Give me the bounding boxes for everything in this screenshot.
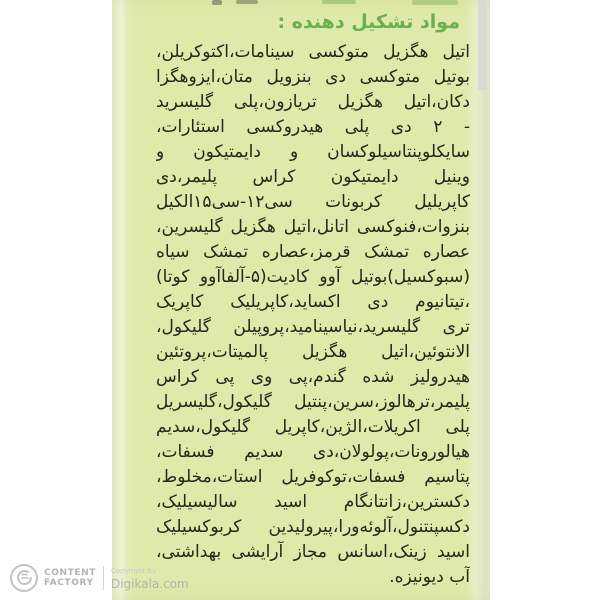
- product-label-photo: [112, 0, 490, 600]
- brand-line2: FACTORY: [44, 578, 94, 588]
- ingredients-line: دکسترین،زانتانگام اسید سالیسیلیک،: [156, 492, 470, 512]
- ingredients-heading: مواد تشکیل دهنده :: [277, 11, 460, 33]
- ingredients-line: اسید زینک،اسانس مجاز آرایشی بهداشتی،: [156, 542, 470, 562]
- ingredients-line: دکان،اتیل هگزیل تریازون،پلی گلیسرید: [156, 92, 470, 112]
- copyright-block: [111, 566, 189, 590]
- ingredients-line: هیدرولیز شده گندم،پی وی پی کراس: [156, 367, 470, 387]
- ingredients-line: (سبوکسیل)بوتیل آوو کادیت(۵-آلفاآوو کوتا): [156, 267, 470, 287]
- ingredients-line: ،تیتانیوم دی اکساید،کاپریلیک کاپریک: [156, 292, 470, 312]
- ingredients-line: آب دیونیزه.: [389, 567, 470, 587]
- ingredients-line: پلی اکریلات،الژین،کاپریل گلیکول،سدیم: [156, 417, 470, 437]
- ingredients-line: بنزوات،فنوکسی اتانل،اتیل هگزیل گلیسرین،: [156, 217, 470, 237]
- brand-line1: CONTENT: [44, 568, 96, 578]
- ingredients-text: [156, 40, 470, 590]
- ingredients-line: تری گلیسرید،نیاسینامید،پروپیلن گلیکول،: [156, 317, 470, 337]
- content-factory-label: [44, 568, 96, 588]
- ingredients-line: پلیمر،ترهالوز،سرین،پنتیل گلیکول،گلیسریل: [156, 392, 470, 412]
- ingredients-line: اتیل هگزیل متوکسی سینامات،اکتوکریلن،: [156, 42, 470, 62]
- cropped-text-remnant: [322, 0, 356, 4]
- ingredients-line: الانتوئین،اتیل هگزیل پالمیتات،پروتئین: [156, 342, 470, 362]
- box-edge-shading: [478, 0, 487, 90]
- watermark-divider: [103, 566, 104, 590]
- ingredients-line: کاپریلیل کربونات سی۱۲-سی۱۵الکیل: [156, 192, 470, 212]
- ingredients-line: بوتیل متوکسی دی بنزویل متان،ایزوهگزا: [156, 67, 470, 87]
- cropped-text-remnant: [412, 0, 458, 5]
- digikala-watermark: [9, 563, 189, 593]
- ingredients-line: سایکلوپنتاسیلوکسان و دایمتیکون و: [156, 142, 470, 162]
- ingredients-line: - ۲ دی پلی هیدروکسی استئارات،: [156, 117, 470, 137]
- cropped-text-remnant: [236, 0, 258, 4]
- cropped-text-remnant: [212, 0, 222, 5]
- content-factory-logo-icon: [9, 563, 39, 593]
- ingredients-line: عصاره تمشک قرمز،عصاره تمشک سیاه: [156, 242, 470, 262]
- copyright-prefix: Copyright by: [110, 567, 156, 575]
- ingredients-line: پتاسیم فسفات،توکوفریل استات،مخلوط،: [156, 467, 470, 487]
- ingredients-line: هیالورونات،پولولان،دی سدیم فسفات،: [156, 442, 470, 462]
- ingredients-line: وینیل دایمتیکون کراس پلیمر،دی: [156, 167, 470, 187]
- ingredients-line: دکسپنتنول،آلوئه‌ورا،پیرولیدین کربوکسیلیک: [156, 517, 470, 537]
- digikala-site-label: Digikala.com: [110, 577, 189, 591]
